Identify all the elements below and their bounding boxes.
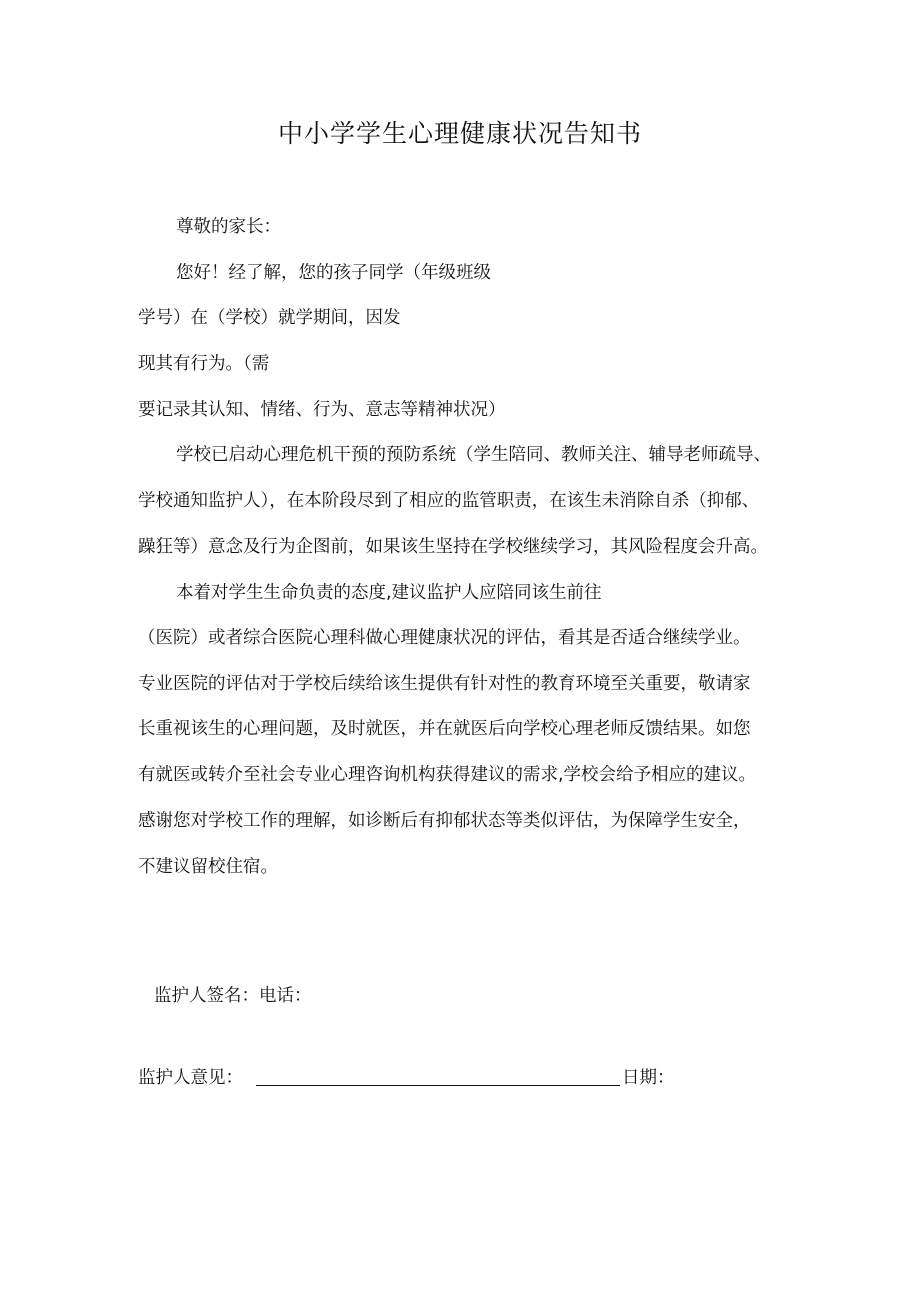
body-line: 躁狂等）意念及行为企图前，如果该生坚持在学校继续学习，其风险程度会升高。 [138, 537, 768, 557]
body-line: 学号）在（学校）就学期间，因发 [138, 308, 401, 328]
greeting: 尊敬的家长： [176, 217, 281, 237]
date-label: 日期： [622, 1068, 675, 1088]
guardian-signature-phone-line: 监护人签名：电话： [154, 986, 312, 1006]
body-line: 长重视该生的心理问题，及时就医，并在就医后向学校心理老师反馈结果。如您 [138, 719, 751, 739]
body-line: 感谢您对学校工作的理解，如诊断后有抑郁状态等类似评估，为保障学生安全， [138, 811, 751, 831]
body-line: 本着对学生生命负责的态度,建议监护人应陪同该生前往 [176, 583, 602, 603]
document-title: 中小学学生心理健康状况告知书 [277, 119, 642, 148]
body-line: 学校通知监护人），在本阶段尽到了相应的监管职责，在该生未消除自杀（抑郁、 [138, 491, 760, 511]
body-line: 不建议留校住宿。 [138, 857, 278, 877]
body-line: 要记录其认知、情绪、行为、意志等精神状况） [138, 400, 506, 420]
body-line: 学校已启动心理危机干预的预防系统（学生陪同、教师关注、辅导老师疏导、 [176, 445, 771, 465]
body-line: （医院）或者综合医院心理科做心理健康状况的评估，看其是否适合继续学业。 [138, 628, 751, 648]
guardian-opinion-label: 监护人意见： [138, 1068, 243, 1088]
body-line: 专业医院的评估对于学校后续给该生提供有针对性的教育环境至关重要，敬请家 [138, 674, 751, 694]
body-line: 现其有行为。（需 [138, 354, 270, 374]
body-line: 您好！经了解，您的孩子同学（年级班级 [176, 263, 491, 283]
guardian-opinion-blank[interactable] [256, 1085, 620, 1086]
body-line: 有就医或转介至社会专业心理咨询机构获得建议的需求,学校会给予相应的建议。 [138, 765, 757, 785]
